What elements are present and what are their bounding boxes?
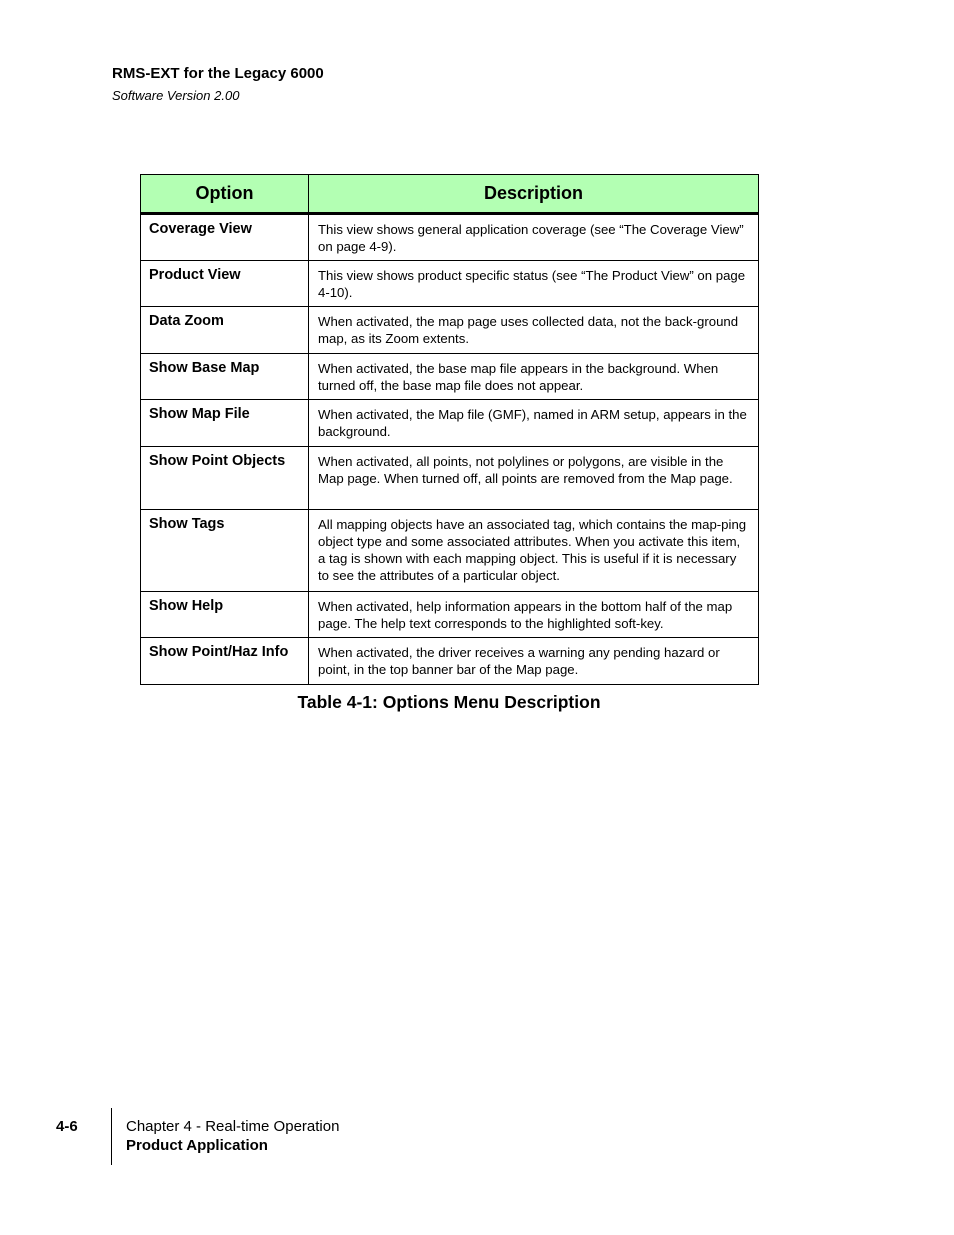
option-name: Show Map File (141, 400, 309, 447)
software-version: Software Version 2.00 (112, 88, 240, 103)
option-description: When activated, the map page uses collected data, not the back-ground map, as its Zoom extents. (309, 307, 759, 354)
option-name: Show Help (141, 592, 309, 638)
document-title: RMS-EXT for the Legacy 6000 (112, 65, 324, 82)
option-name: Product View (141, 261, 309, 307)
footer-divider (111, 1108, 112, 1165)
table-row (141, 447, 759, 510)
table-row (141, 400, 759, 447)
option-name: Show Point Objects (141, 447, 309, 510)
option-description: This view shows general application coverage (see “The Coverage View” on page 4-9). (309, 214, 759, 261)
options-menu-table (140, 174, 759, 685)
table-row (141, 638, 759, 685)
column-header-option: Option (141, 175, 309, 214)
table-row (141, 307, 759, 354)
table-row (141, 510, 759, 592)
option-name: Coverage View (141, 214, 309, 261)
option-name: Show Point/Haz Info (141, 638, 309, 685)
page-number: 4-6 (56, 1118, 78, 1135)
option-description: When activated, the Map file (GMF), named in ARM setup, appears in the background. (309, 400, 759, 447)
footer-section: Product Application (126, 1137, 268, 1154)
table-row (141, 261, 759, 307)
option-description: When activated, help information appears in the bottom half of the map page. The help text corresponds to the highlighted soft-key. (309, 592, 759, 638)
option-name: Show Base Map (141, 354, 309, 400)
option-description: When activated, the base map file appears in the background. When turned off, the base map file does not appear. (309, 354, 759, 400)
table-caption: Table 4-1: Options Menu Description (297, 692, 601, 712)
table-row (141, 214, 759, 261)
table-row (141, 354, 759, 400)
table-row (141, 592, 759, 638)
option-description: When activated, all points, not polylines or polygons, are visible in the Map page. When turned off, all points are removed from the Map page. (309, 447, 759, 510)
table-header-row (141, 175, 759, 214)
option-description: When activated, the driver receives a warning any pending hazard or point, in the top banner bar of the Map page. (309, 638, 759, 685)
option-description: This view shows product specific status (see “The Product View” on page 4-10). (309, 261, 759, 307)
option-name: Show Tags (141, 510, 309, 592)
footer-chapter: Chapter 4 - Real-time Operation (126, 1118, 340, 1135)
option-name: Data Zoom (141, 307, 309, 354)
column-header-description: Description (309, 175, 759, 214)
option-description: All mapping objects have an associated tag, which contains the map-ping object type and some associated attributes. When you activate this item, a tag is shown with each mapping object. This is useful if it is necessary to see the attributes of a particular object. (309, 510, 759, 592)
